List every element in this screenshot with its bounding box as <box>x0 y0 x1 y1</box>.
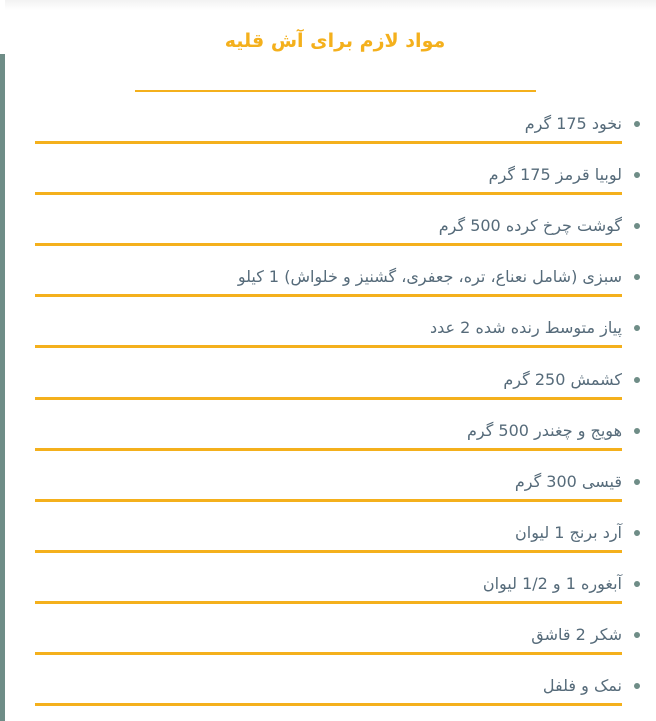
ingredient-label: لوبیا قرمز 175 گرم <box>488 165 622 185</box>
item-divider <box>35 141 622 144</box>
list-item <box>35 315 622 366</box>
item-divider <box>35 192 622 195</box>
list-item <box>35 469 622 520</box>
ingredient-label: کشمش 250 گرم <box>503 369 622 389</box>
ingredient-label: گوشت چرخ کرده 500 گرم <box>438 216 622 236</box>
bullet-icon <box>634 530 640 536</box>
bullet-icon <box>634 428 640 434</box>
bullet-icon <box>634 377 640 383</box>
list-item <box>35 264 622 315</box>
item-divider <box>35 499 622 502</box>
list-item <box>35 622 622 673</box>
ingredient-label: شکر 2 قاشق <box>531 625 622 644</box>
item-divider <box>35 294 622 297</box>
item-divider <box>35 601 622 604</box>
ingredient-label: نخود 175 گرم <box>524 114 622 133</box>
list-item <box>35 520 622 571</box>
item-divider <box>35 345 622 348</box>
bullet-icon <box>634 479 640 485</box>
list-item <box>35 162 622 213</box>
ingredient-label: آرد برنج 1 لیوان <box>515 522 622 542</box>
list-item <box>35 571 622 622</box>
list-item <box>35 673 622 721</box>
page-title: مواد لازم برای آش قلیه <box>224 30 446 52</box>
item-divider <box>35 243 622 246</box>
list-item <box>35 367 622 418</box>
ingredient-label: پیاز متوسط رنده شده 2 عدد <box>430 318 622 338</box>
item-divider <box>35 448 622 451</box>
ingredient-label: سبزی (شامل نعناع، تره، جعفری، گشنیز و خلواش) 1 کیلو <box>237 267 622 287</box>
bullet-icon <box>634 581 640 587</box>
ingredient-label: نمک و فلفل <box>542 676 622 696</box>
ingredient-label: هویج و چغندر 500 گرم <box>466 420 622 440</box>
item-divider <box>35 397 622 400</box>
item-divider <box>35 652 622 655</box>
ingredient-label: قیسی 300 گرم <box>514 471 622 491</box>
bullet-icon <box>634 632 640 638</box>
ingredient-label: آبغوره 1 و 1/2 لیوان <box>482 573 622 593</box>
item-divider <box>35 550 622 553</box>
item-divider <box>35 703 622 706</box>
list-item <box>35 213 622 264</box>
bullet-icon <box>634 121 640 127</box>
list-item <box>35 111 622 162</box>
list-item <box>35 418 622 469</box>
